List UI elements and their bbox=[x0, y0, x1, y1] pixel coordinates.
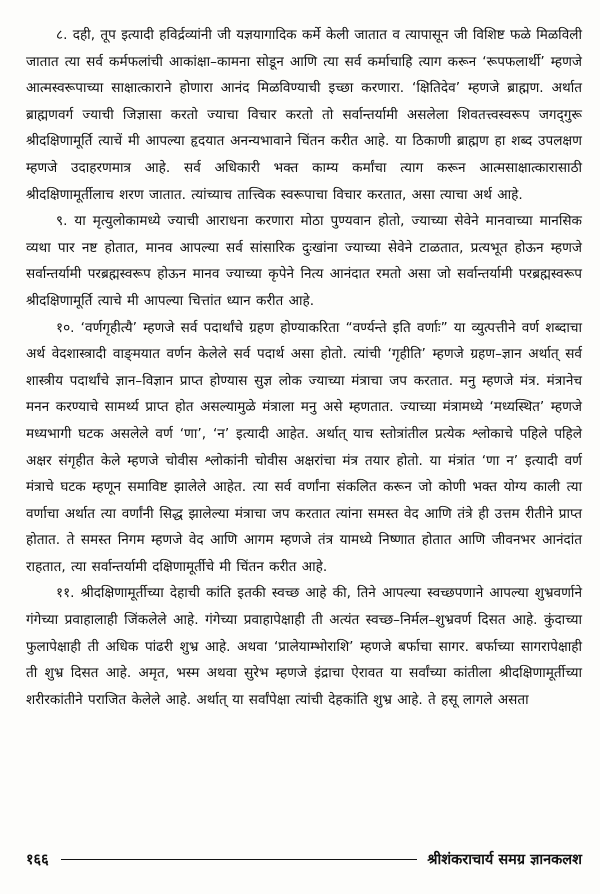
paragraph-9: ९. या मृत्युलोकामध्ये ज्याची आराधना करणारा मोठा पुण्यवान होतो, ज्याच्या सेवेने मानवाच्या मानसिक व्यथा पार नष्ट होतात, मानव आपल्या सर्व सांसारिक दुःखांना ज्याच्या सेवेने टाळतात, प्रत्यभूत होऊन म्हणजे सर्वान्तर्यामी परब्रह्मस्वरूप होऊन मानव ज्याच्या कृपेने नित्य आनंदात रमतो असा जो सर्वान्तर्यामी परब्रह्मस्वरूप श्रीदक्षिणामूर्ति त्याचे मी आपल्या चित्तांत ध्यान करीत आहे. bbox=[26, 213, 582, 309]
page-body bbox=[26, 22, 582, 713]
paragraph-10: १०. ‘वर्णगृहीत्यै’ म्हणजे सर्व पदार्थांचे ग्रहण होण्याकरिता “वर्ण्यन्ते इति वर्णाः” या व्युत्पत्तीने वर्ण शब्दाचा अर्थ वेदशास्त्रादी वाङ्‌मयात वर्णन केलेले सर्व पदार्थ असा होतो. त्यांची ‘गृहीति’ म्हणजे ग्रहण–ज्ञान अर्थात् सर्व शास्त्रीय पदार्थांचे ज्ञान–विज्ञान प्राप्त होण्यास सुज्ञ लोक ज्याच्या मंत्राचा जप करतात. मनु म्हणजे मंत्र. मंत्रानेच मनन करण्याचे सामर्थ्य प्राप्त होत असल्यामुळे मंत्राला मनु असे म्हणतात. ज्याच्या मंत्रामध्ये ‘मध्यस्थित’ म्हणजे मध्यभागी घटक असलेले वर्ण ‘णा’, ‘न’ इत्यादी आहेत. अर्थात् याच स्तोत्रांतील प्रत्येक श्लोकाचे पहिले पहिले अक्षर संगृहीत केले म्हणजे चोवीस श्लोकांनी चोवीस अक्षरांचा मंत्र तयार होतो. या मंत्रांत ‘णा न’ इत्यादी वर्ण मंत्राचे घटक म्हणून समाविष्ट झालेले आहेत. त्या सर्व वर्णांना संकलित करून जो कोणी भक्त योग्य काली त्या वर्णाचा अर्थात त्या वर्णांनी सिद्ध झालेल्या मंत्राचा जप करतात त्यांना समस्त वेद आणि तंत्रे ही उत्तम रीतीने प्राप्त होतात. ते समस्त निगम म्हणजे वेद आणि आगम म्हणजे तंत्र यामध्ये निष्णात होतात आणि जीवनभर आनंदांत राहतात, त्या सर्वान्तर्यामी दक्षिणामूर्तीचे मी चिंतन करीत आहे. bbox=[26, 319, 582, 575]
paragraph-11: ११. श्रीदक्षिणामूर्तीच्या देहाची कांति इतकी स्वच्छ आहे की, तिने आपल्या स्वच्छपणाने आपल्या शुभ्रवर्णाने गंगेच्या प्रवाहालाही जिंकलेले आहे. गंगेच्या प्रवाहापेक्षाही ती अत्यंत स्वच्छ–निर्मल–शुभ्रवर्ण दिसत आहे. कुंदाच्या फुलापेक्षाही ती अधिक पांढरी शुभ्र आहे. अथवा ‘प्रालेयाम्भोराशि’ म्हणजे बर्फाचा सागर. बर्फाच्या सागरापेक्षाही ती शुभ्र दिसत आहे. अमृत, भस्म अथवा सुरेभ म्हणजे इंद्राचा ऐरावत या सर्वांच्या कांतीला श्रीदक्षिणामूर्तीच्या शरीरकांतीने पराजित केलेले आहे. अर्थात् या सर्वांपेक्षा त्यांची देहकांति शुभ्र आहे. ते हसू लागले असता bbox=[26, 585, 582, 708]
paragraph-8: ८. दही, तूप इत्यादी हविर्द्रव्यांनी जी यज्ञयागादिक कर्मे केली जातात व त्यापासून जी विशिष्ट फळे मिळविली जातात त्या सर्व कर्मफलांची आकांक्षा–कामना सोडून आणि त्या सर्व कर्माचाहि त्याग करून ‘रूपफलार्थी’ म्हणजे आत्मस्वरूपाच्या साक्षात्काराने होणारा आनंद मिळविण्याची इच्छा करणारा. ‘क्षितिदेव’ म्हणजे ब्राह्मण. अर्थात ब्राह्मणवर्ग ज्याची जिज्ञासा करतो ज्याचा विचार करतो तो सर्वान्तर्यामी असलेला शिवतत्त्वस्वरूप जगद्‌गुरू श्रीदक्षिणामूर्ति त्याचें मी आपल्या हृदयात अनन्यभावाने चिंतन करीत आहे. या ठिकाणी ब्राह्मण हा शब्द उपलक्षण म्हणजे उदाहरणमात्र आहे. सर्व अधिकारी भक्त काम्य कर्मांचा त्याग करून आत्मसाक्षात्कारासाठी श्रीदक्षिणामूर्तीलाच शरण जातात. त्यांच्याच तात्त्विक स्वरूपाचा विचार करतात, असा त्याचा अर्थ आहे. bbox=[26, 27, 582, 203]
footer-rule bbox=[61, 859, 418, 860]
page-number: १६६ bbox=[26, 852, 49, 868]
running-title: श्रीशंकराचार्य समग्र ज्ञानकलश bbox=[427, 852, 582, 868]
page-footer bbox=[26, 846, 582, 872]
